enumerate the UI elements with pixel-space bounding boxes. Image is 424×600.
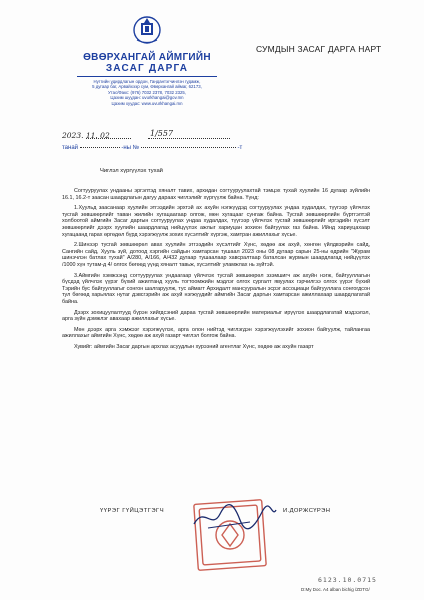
org-name-line1: ӨВӨРХАНГАЙ АЙМГИЙН — [83, 52, 211, 63]
recipient: СУМДЫН ЗАСАГ ДАРГА НАРТ — [256, 44, 382, 54]
signatory-title: ҮҮРЭГ ГҮЙЦЭТГЭГЧ — [100, 508, 165, 514]
ref-label-no: -ны № — [121, 145, 140, 151]
state-emblem-icon — [132, 14, 162, 46]
date-handwritten: 2023. 11. 02 — [62, 131, 110, 140]
paragraph-2: 2.Шинээр тусгай зөвшөөрөл авах хуулийн этгээдийн хүсэлтийг Хүнс, хөдөө аж ахуй, хөнгөн үйлдвэрийн сайд, Сангийн сайд, Хууль зүй, дотоод хэргийн сайдын хамтарсан тушаал 2023 оны 08 дугаар сарын 25-ны өдрийн "Журам шинэчлэн батлах тухай" А/280, А/166, А/432 дугаар тушаалаар хавсралтаар баталсан журмын шаардлагад нийцүүлэх /1000 хүн тутам-д 4/ олгох бөгөөд үүнд хяналт тавьж, хүсэлтийг уламжлах нь зүйтэй. — [62, 242, 370, 268]
subject-line: Чиглэл хүргүүлэх тухай — [100, 168, 163, 174]
paragraph-5: Мөн дээрх арга хэмжээг хэрэгжүүлэх, арга олон нийтэд чиглэгдэн хэрэгжүүлэхийг зохион байгуулж, тайлангаа ажиллахыг аймгийн Хүнс, хөдөө аж ахуй газарт чиглэл болгож байна. — [62, 326, 370, 340]
ref-date-blank — [80, 147, 120, 148]
address-line: Цахим хуудас: www.uvurkhangai.mn — [111, 100, 183, 106]
registration-stamp: 6123.10.0715 — [318, 576, 377, 584]
address-line: Нутгийн удирдлагын ордон, Гандантэгчинлэн гудамж, — [93, 79, 201, 84]
number-handwritten: 1/557 — [150, 129, 174, 138]
signatory-name: И.ДОРЖСҮРЭН — [283, 508, 331, 514]
address-line: 5 дугаар баг, Арвайхээр сум, Өвөрхангай аймаг, 62173, — [92, 84, 202, 90]
ref-tail: -т — [237, 145, 243, 151]
address-block — [62, 79, 232, 106]
paragraph-3: 3.Аймгийн хэмжээнд согтууруулах ундаагаар үйлчлэх тусгай зөвшөөрөл эзэмшигч аж ахуйн нэгж, байгууллагын бүсдэд үйлчлэх үүрэг бүхий ажилтанд хууль тогтоомжийн мэдлэг олгох сургалт явуулах гэрчилгээ олгох үүрэг бүхий Тэрийн бус байгууллагыг сонгон шалгаруулж, тус аймагт Архидалт мансууралын эсрэг ассоциаци байгууллага сонгогдсон тул бөгөөд харьялах нутаг дэвсгэрийн аж ахуй нэгжүүдийг аймгийн Засаг даргын хамтарсан ажиллахаар шаардлагатай байна. — [62, 272, 370, 305]
letterhead-divider — [77, 76, 217, 77]
paragraph-4: Дээрх зохицуулалтууд бүрэн хийгдсэний дараа тусгай зөвшөөрлийн материалыг ирүүлэх шаардлагатай мэдээлэл, арга зүйн дэмжлэг авахаар ажиллахыг хүсье. — [62, 309, 370, 323]
address-line: Цахим шуудан: uvurkhangai@gov.mn — [110, 95, 184, 101]
file-path-footer: D:My Doc. A4 alban bichig /ZDTG/ — [301, 587, 370, 592]
paragraph-intro: Согтууруулах ундааны эргэлтэд хяналт тавих, архидан согтууруулахтай тэмцэх тухай хуулийн 16 дугаар зүйлийн 16.1, 16.2-т заасан шаардлагын дагуу дараах чиглэлийг хүргүүлж байна. Үүнд: — [62, 188, 370, 201]
date-underline — [86, 138, 131, 139]
letterhead — [62, 14, 232, 106]
ref-number-blank — [141, 147, 236, 148]
ref-label-date: танай — [62, 145, 79, 151]
number-underline — [148, 138, 230, 139]
paragraph-1: 1.Хуульд заасанаар хуулийн этгээдийн эрхтэй ах ахуйн нэгжүүдэд согтууруулах ундаа худалдах, түүгээр үйлчлэх тусгай зөвшөөрлийг таван жилийн хугацаагаар олгож, мөн хугацааг сунгаж байна. Тусгай зөвшөөрлийн бүртгэлтэй холбоотой аймгийн Засаг даргын согтууруулах ундаа худалдах, түүгээр үйлчлэх тусгай зөвшөөрлийг иргэдийн хүсэлт зөвшөөрлийг дээрх хуулийн шаардлагад нийцүүлэх ажлыг хариуцан зохион байгуулах газ байна. Ийнд хариуцахаар хугацаанд гарах өргөдөл бүрд хэрэгжүүлж зохих хүсэлтийг хүргэж, хамтран ажиллахыг хүсье. — [62, 205, 370, 238]
reference-row — [62, 145, 242, 151]
org-name-line2: ЗАСАГ ДАРГА — [105, 63, 189, 74]
signature-icon — [188, 500, 278, 536]
paragraph-copy: Хувийг: аймгийн Засаг даргын архлах асуудлын хурээний агентлаг Хүнс, хөдөө аж ахуйн газарт — [74, 343, 314, 350]
letter-body — [62, 188, 370, 354]
address-line: Утас/Факс: (976) 7032 2378, 7032 2325, — [108, 89, 186, 95]
